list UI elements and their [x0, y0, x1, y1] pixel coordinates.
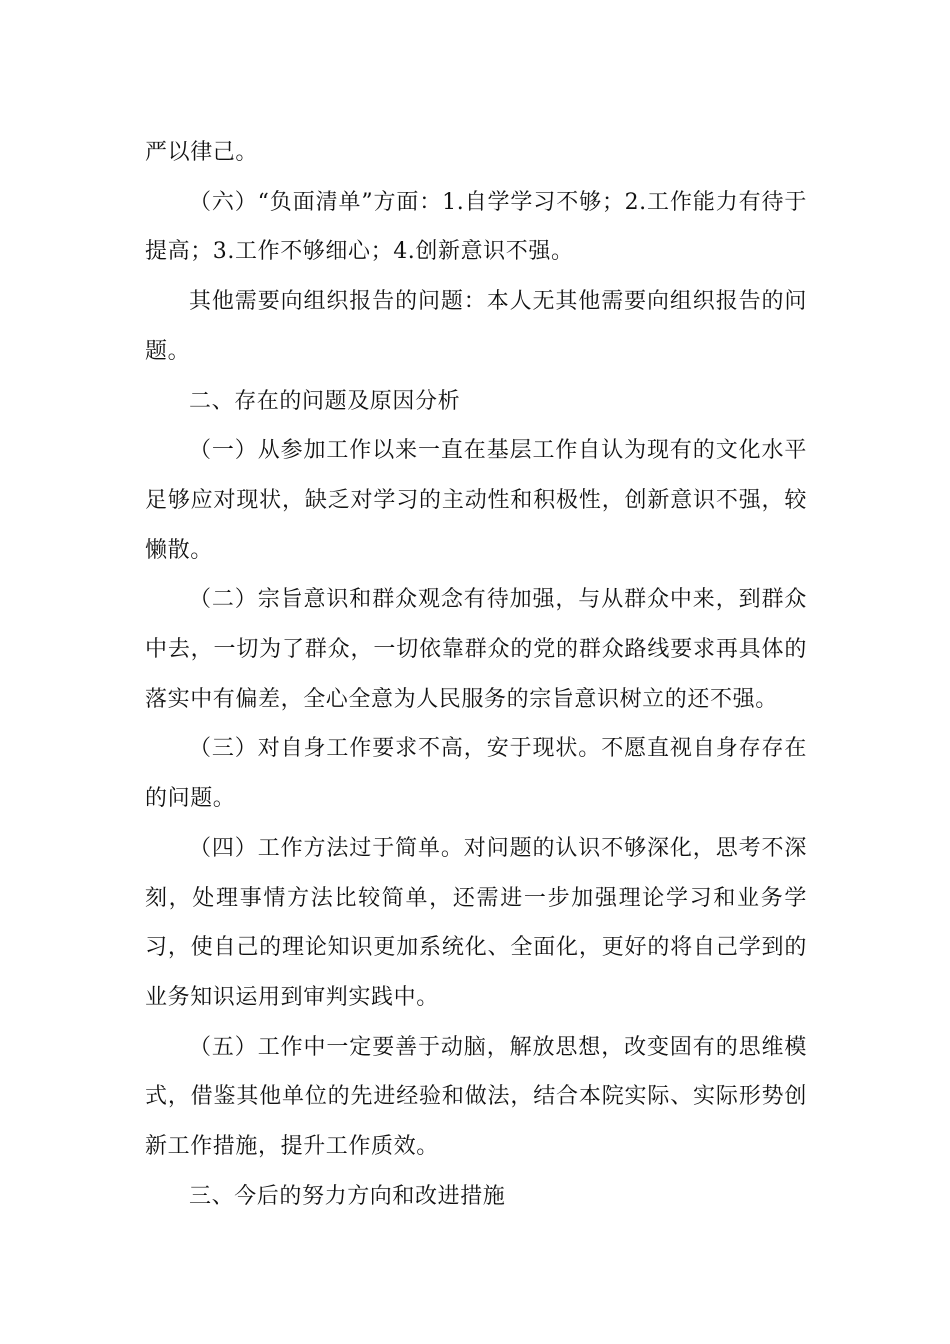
- paragraph-problem-4: （四）工作方法过于简单。对问题的认识不够深化，思考不深刻，处理事情方法比较简单，还需进一步加强理论学习和业务学习，使自己的理论知识更加系统化、全面化，更好的将自己学到的业务知识运用到审判实践中。: [145, 835, 807, 1010]
- paragraph-negative-list: （六）“负面清单”方面：1.自学学习不够；2.工作能力有待于提高；3.工作不够细心；4.创新意识不强。: [145, 189, 807, 265]
- paragraph-problem-5: （五）工作中一定要善于动脑，解放思想，改变固有的思维模式，借鉴其他单位的先进经验和做法，结合本院实际、实际形势创新工作措施，提升工作质效。: [145, 1034, 807, 1160]
- section-heading-improvement-measures: 三、今后的努力方向和改进措施: [189, 1183, 506, 1209]
- paragraph-problem-3: （三）对自身工作要求不高，安于现状。不愿直视自身存存在的问题。: [145, 736, 807, 812]
- document-body: [145, 128, 807, 1221]
- section-heading-problems-analysis: 二、存在的问题及原因分析: [189, 388, 461, 414]
- paragraph-problem-1: （一）从参加工作以来一直在基层工作自认为现有的文化水平足够应对现状，缺乏对学习的主动性和积极性，创新意识不强，较懒散。: [145, 438, 807, 563]
- paragraph-problem-2: （二）宗旨意识和群众观念有待加强，与从群众中来，到群众中去，一切为了群众，一切依靠群众的党的群众路线要求再具体的落实中有偏差，全心全意为人民服务的宗旨意识树立的还不强。: [145, 587, 807, 712]
- paragraph-other-issues: 其他需要向组织报告的问题：本人无其他需要向组织报告的问题。: [145, 289, 807, 364]
- paragraph-continuation: 严以律己。: [145, 140, 259, 165]
